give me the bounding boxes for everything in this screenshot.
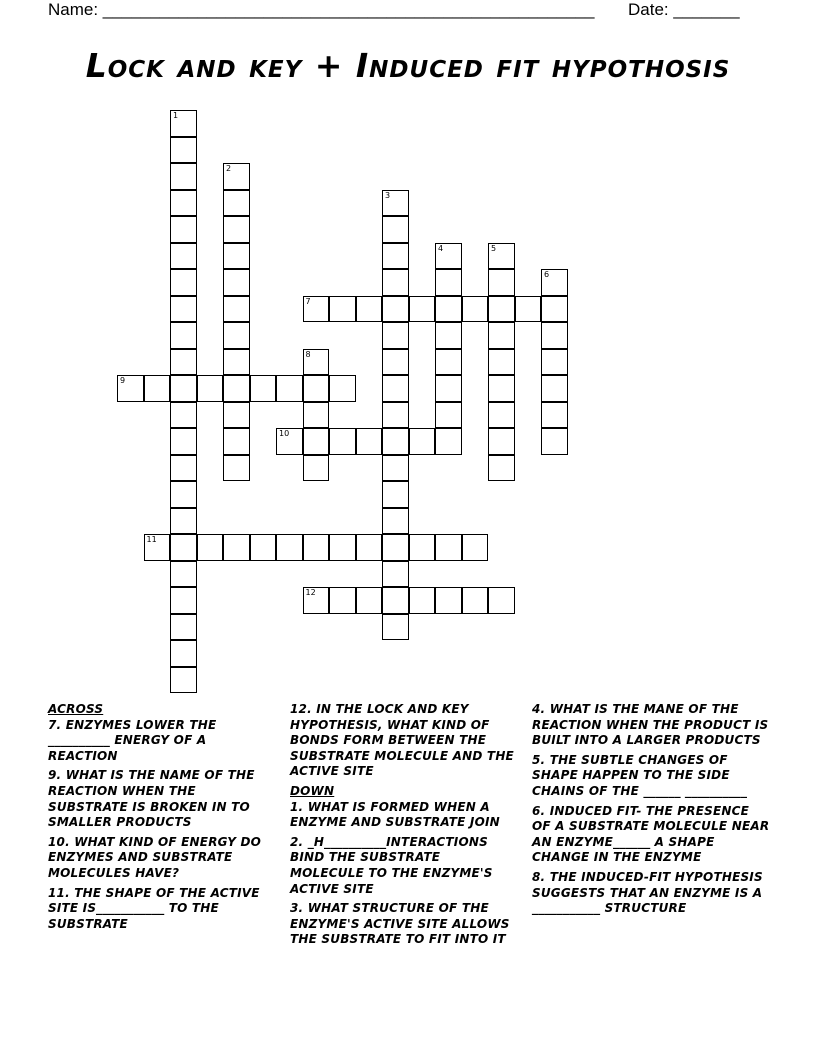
grid-cell[interactable] — [382, 216, 409, 243]
grid-cell[interactable] — [541, 269, 568, 296]
grid-cell[interactable] — [382, 402, 409, 429]
grid-cell[interactable] — [170, 508, 197, 535]
grid-cell[interactable] — [197, 534, 224, 561]
clue-down-3 — [290, 901, 518, 948]
clue-number: 8. — [532, 869, 546, 884]
cell-number: 5 — [491, 243, 497, 253]
grid-cell[interactable] — [382, 508, 409, 535]
clue-down-8 — [532, 870, 772, 917]
grid-cell[interactable] — [303, 534, 330, 561]
clue-number: 12. — [290, 702, 312, 716]
grid-cell[interactable] — [382, 322, 409, 349]
grid-cell[interactable] — [382, 481, 409, 508]
grid-cell[interactable] — [356, 428, 383, 455]
grid-cell[interactable] — [223, 243, 250, 270]
grid-cell[interactable] — [356, 296, 383, 323]
date-field[interactable]: Date: _______ — [628, 0, 740, 19]
grid-cell[interactable] — [223, 375, 250, 402]
grid-cell[interactable] — [382, 614, 409, 641]
clue-number: 1. — [290, 799, 304, 814]
grid-cell[interactable] — [435, 322, 462, 349]
grid-cell[interactable] — [170, 667, 197, 694]
grid-cell[interactable] — [435, 587, 462, 614]
grid-cell[interactable] — [462, 296, 489, 323]
grid-cell[interactable] — [223, 349, 250, 376]
grid-cell[interactable] — [409, 587, 436, 614]
grid-cell[interactable] — [435, 534, 462, 561]
clue-number: 7. — [48, 717, 62, 732]
grid-cell[interactable] — [303, 402, 330, 429]
grid-cell[interactable] — [170, 163, 197, 190]
clue-across-11 — [48, 886, 276, 933]
grid-cell[interactable] — [541, 296, 568, 323]
clue-across-9 — [48, 768, 276, 830]
grid-cell[interactable] — [435, 375, 462, 402]
cell-number: 10 — [279, 429, 290, 438]
clue-text: WHAT KIND OF ENERGY DO ENZYMES AND SUBSTRATE MOLECULES HAVE? — [48, 834, 262, 880]
grid-cell[interactable] — [356, 534, 383, 561]
grid-cell[interactable] — [276, 375, 303, 402]
grid-cell[interactable] — [303, 455, 330, 482]
grid-cell[interactable] — [382, 455, 409, 482]
grid-cell[interactable] — [435, 243, 462, 270]
clue-text: ENZYMES LOWER THE __________ ENERGY OF A REACTION — [48, 717, 217, 763]
grid-cell[interactable] — [223, 190, 250, 217]
grid-cell[interactable] — [435, 349, 462, 376]
grid-cell[interactable] — [170, 402, 197, 429]
clue-text: THE INDUCED-FIT HYPOTHESIS SUGGESTS THAT AN ENZYME IS A ___________ STRUCTURE — [532, 869, 763, 916]
grid-cell[interactable] — [117, 375, 144, 402]
grid-cell[interactable] — [488, 587, 515, 614]
clue-across-7 — [48, 718, 276, 765]
clue-text: THE SUBTLE CHANGES OF SHAPE HAPPEN TO THE SIDE CHAINS OF THE ______ __________ — [532, 752, 748, 798]
down-heading: DOWN — [290, 783, 335, 798]
grid-cell[interactable] — [488, 428, 515, 455]
grid-cell[interactable] — [170, 640, 197, 667]
grid-cell[interactable] — [382, 296, 409, 323]
grid-cell[interactable] — [382, 534, 409, 561]
grid-cell[interactable] — [329, 428, 356, 455]
clue-number: 10. — [48, 834, 70, 849]
grid-cell[interactable] — [170, 349, 197, 376]
across-heading: ACROSS — [48, 702, 104, 716]
grid-cell[interactable] — [382, 587, 409, 614]
clue-number: 4. — [532, 702, 546, 716]
cell-number: 4 — [438, 243, 444, 253]
grid-cell[interactable] — [382, 269, 409, 296]
grid-cell[interactable] — [462, 587, 489, 614]
clue-down-4 — [532, 702, 772, 749]
grid-cell[interactable] — [382, 561, 409, 588]
grid-cell[interactable] — [515, 296, 542, 323]
grid-cell[interactable] — [223, 296, 250, 323]
cell-number: 8 — [305, 349, 311, 359]
grid-cell[interactable] — [488, 269, 515, 296]
grid-cell[interactable] — [356, 587, 383, 614]
clue-text: THE SHAPE OF THE ACTIVE SITE IS___________ TO THE SUBSTRATE — [48, 885, 260, 931]
grid-cell[interactable] — [409, 296, 436, 323]
grid-cell[interactable] — [435, 428, 462, 455]
grid-cell[interactable] — [170, 428, 197, 455]
grid-cell[interactable] — [409, 428, 436, 455]
grid-cell[interactable] — [223, 402, 250, 429]
page-title: Lock and key + Induced fit hypothosis — [85, 46, 731, 85]
grid-cell[interactable] — [223, 216, 250, 243]
clue-down-5 — [532, 753, 772, 800]
clue-number: 2. — [290, 834, 304, 849]
grid-cell[interactable] — [170, 375, 197, 402]
grid-cell[interactable] — [223, 269, 250, 296]
clue-text: _H__________INTERACTIONS BIND THE SUBSTRATE MOLECULE TO THE ENZYME'S ACTIVE SITE — [290, 834, 493, 896]
grid-cell[interactable] — [170, 243, 197, 270]
grid-cell[interactable] — [144, 375, 171, 402]
clue-across-12 — [290, 702, 518, 780]
grid-cell[interactable] — [170, 587, 197, 614]
cell-number: 11 — [146, 535, 157, 544]
grid-cell[interactable] — [488, 402, 515, 429]
grid-cell[interactable] — [303, 375, 330, 402]
grid-cell[interactable] — [329, 375, 356, 402]
grid-cell[interactable] — [488, 375, 515, 402]
clue-text: WHAT IS FORMED WHEN A ENZYME AND SUBSTRATE JOIN — [290, 799, 500, 830]
clue-number: 9. — [48, 768, 62, 783]
grid-cell[interactable] — [223, 322, 250, 349]
grid-cell[interactable] — [250, 375, 277, 402]
grid-cell[interactable] — [435, 296, 462, 323]
grid-cell[interactable] — [170, 561, 197, 588]
grid-cell[interactable] — [541, 349, 568, 376]
grid-cell[interactable] — [488, 455, 515, 482]
grid-cell[interactable] — [382, 375, 409, 402]
clue-text: WHAT IS THE NAME OF THE REACTION WHEN THE SUBSTRATE IS BROKEN IN TO SMALLER PRODUCTS — [48, 768, 255, 830]
grid-cell[interactable] — [170, 481, 197, 508]
grid-cell[interactable] — [541, 322, 568, 349]
clue-column-1 — [48, 702, 276, 936]
grid-cell[interactable] — [435, 402, 462, 429]
grid-cell[interactable] — [435, 269, 462, 296]
grid-cell[interactable] — [303, 428, 330, 455]
grid-cell[interactable] — [170, 137, 197, 164]
clue-column-2 — [290, 702, 518, 952]
cell-number: 9 — [120, 376, 126, 385]
grid-cell[interactable] — [223, 455, 250, 482]
grid-cell[interactable] — [488, 322, 515, 349]
clue-text: WHAT IS THE MANE OF THE REACTION WHEN THE PRODUCT IS BUILT INTO A LARGER PRODUCTS — [532, 702, 769, 748]
cell-number: 12 — [305, 588, 316, 597]
grid-cell[interactable] — [170, 534, 197, 561]
cell-number: 6 — [544, 270, 550, 279]
clue-across-10 — [48, 835, 276, 882]
clue-down-6 — [532, 804, 772, 866]
clue-number: 5. — [532, 752, 546, 767]
clue-text: INDUCED FIT- THE PRESENCE OF A SUBSTRATE MOLECULE NEAR AN ENZYME______ A SHAPE CHANGE IN THE ENZYME — [532, 803, 770, 865]
grid-cell[interactable] — [170, 190, 197, 217]
grid-cell[interactable] — [541, 428, 568, 455]
grid-cell[interactable] — [303, 349, 330, 376]
grid-cell[interactable] — [329, 296, 356, 323]
grid-cell[interactable] — [170, 216, 197, 243]
clue-number: 3. — [290, 901, 304, 916]
grid-cell[interactable] — [488, 296, 515, 323]
grid-cell[interactable] — [197, 375, 224, 402]
cell-number: 2 — [226, 164, 232, 173]
grid-cell[interactable] — [170, 614, 197, 641]
grid-cell[interactable] — [488, 243, 515, 270]
cell-number: 3 — [385, 190, 391, 200]
grid-cell[interactable] — [223, 428, 250, 455]
grid-cell[interactable] — [329, 587, 356, 614]
grid-cell[interactable] — [329, 534, 356, 561]
cell-number: 7 — [305, 296, 311, 306]
cell-number: 1 — [173, 111, 179, 120]
grid-cell[interactable] — [170, 296, 197, 323]
grid-cell[interactable] — [382, 349, 409, 376]
name-field[interactable]: Name: ____________________________________________________ — [48, 0, 595, 19]
grid-cell[interactable] — [541, 402, 568, 429]
clue-column-3 — [532, 702, 772, 921]
grid-cell[interactable] — [170, 110, 197, 137]
clue-text: IN THE LOCK AND KEY HYPOTHESIS, WHAT KIND OF BONDS FORM BETWEEN THE SUBSTRATE MOLECULE AND THE ACTIVE SITE — [290, 702, 514, 779]
grid-cell[interactable] — [382, 190, 409, 217]
grid-cell[interactable] — [170, 455, 197, 482]
grid-cell[interactable] — [409, 534, 436, 561]
grid-cell[interactable] — [382, 428, 409, 455]
clue-number: 6. — [532, 803, 546, 818]
grid-cell[interactable] — [223, 163, 250, 190]
grid-cell[interactable] — [170, 322, 197, 349]
grid-cell[interactable] — [223, 534, 250, 561]
clue-down-2 — [290, 835, 518, 897]
grid-cell[interactable] — [276, 428, 303, 455]
clue-down-1 — [290, 800, 518, 831]
grid-cell[interactable] — [382, 243, 409, 270]
grid-cell[interactable] — [250, 534, 277, 561]
grid-cell[interactable] — [170, 269, 197, 296]
grid-cell[interactable] — [276, 534, 303, 561]
grid-cell[interactable] — [488, 349, 515, 376]
grid-cell[interactable] — [144, 534, 171, 561]
clue-text: WHAT STRUCTURE OF THE ENZYME'S ACTIVE SITE ALLOWS THE SUBSTRATE TO FIT INTO IT — [290, 901, 510, 947]
grid-cell[interactable] — [541, 375, 568, 402]
grid-cell[interactable] — [303, 587, 330, 614]
grid-cell[interactable] — [462, 534, 489, 561]
clue-number: 11. — [48, 885, 70, 900]
grid-cell[interactable] — [303, 296, 330, 323]
